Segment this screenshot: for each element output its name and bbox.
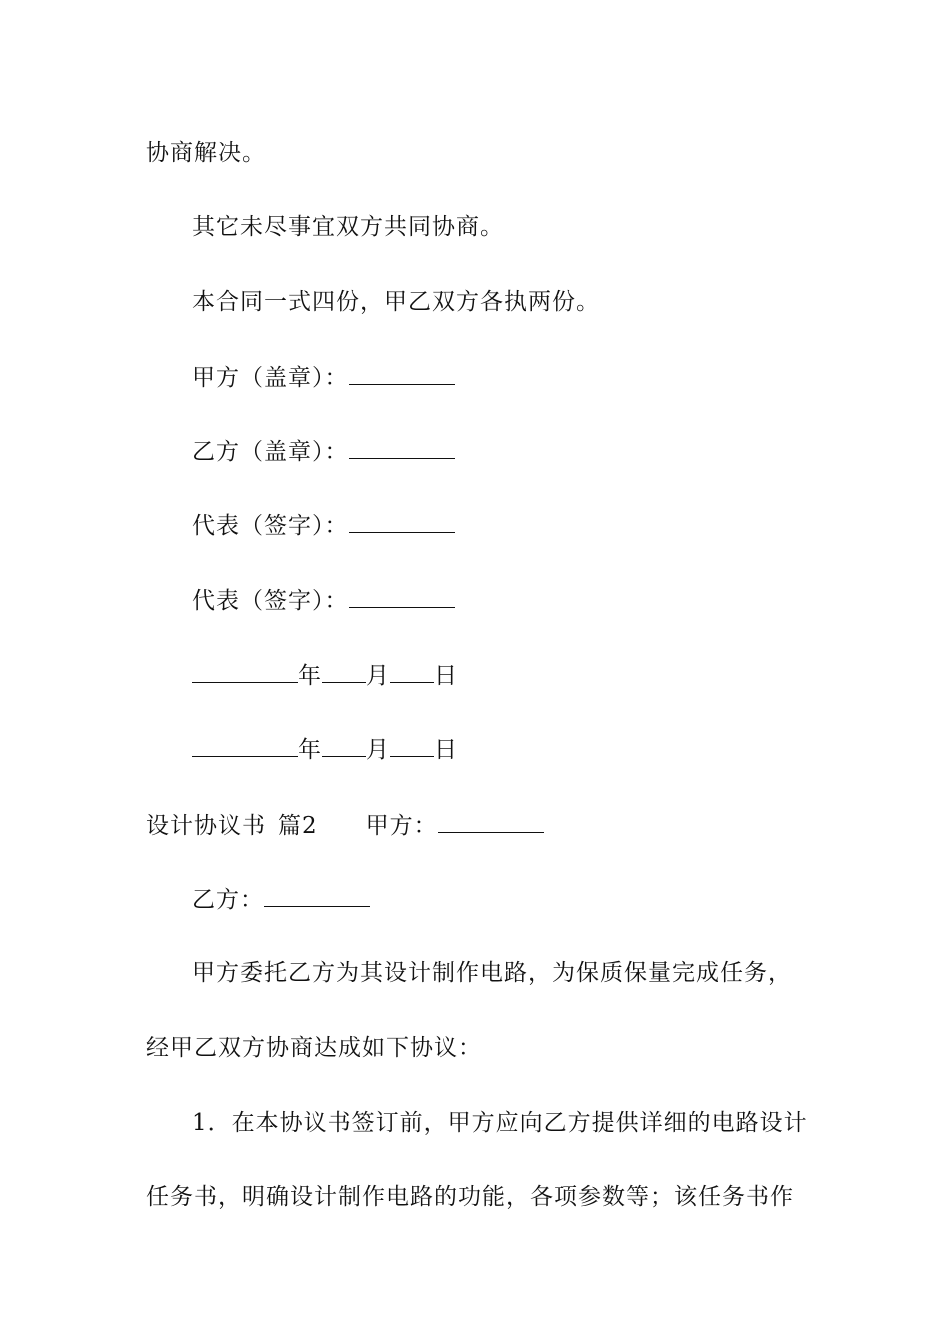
label-party-a-seal: 甲方（盖章）：: [192, 365, 349, 391]
text-line: 甲方委托乙方为其设计制作电路，为保质保量完成任务，: [192, 960, 792, 986]
text-line: 任务书，明确设计制作电路的功能，各项参数等；该任务书作: [146, 1184, 794, 1210]
text-line: 其它未尽事宜双方共同协商。: [192, 214, 504, 240]
signature-line-party-b: [192, 436, 455, 467]
label-representative: 代表（签字）：: [192, 588, 349, 614]
label-party-b-seal: 乙方（盖章）：: [192, 439, 349, 465]
date-day-label: 日: [434, 737, 458, 763]
signature-line-rep-1: [192, 510, 455, 541]
date-month-label: 月: [366, 737, 390, 763]
fill-blank: [438, 810, 544, 833]
fill-blank: [322, 734, 366, 757]
fill-blank: [349, 362, 455, 385]
signature-line-rep-2: [192, 585, 455, 616]
fill-blank: [390, 660, 434, 683]
text-line: 1．在本协议书签订前，甲方应向乙方提供详细的电路设计: [192, 1110, 808, 1136]
fill-blank: [192, 660, 298, 683]
party-b-line: [192, 884, 370, 915]
text-line: 经甲乙双方协商达成如下协议：: [146, 1035, 482, 1061]
text-line: 本合同一式四份，甲乙双方各执两份。: [192, 289, 600, 315]
label-party-b: 乙方：: [192, 887, 264, 913]
fill-blank: [390, 734, 434, 757]
fill-blank: [349, 436, 455, 459]
signature-line-party-a: [192, 362, 455, 393]
section-title: 设计协议书: [146, 813, 266, 839]
fill-blank: [349, 585, 455, 608]
date-line-1: [192, 660, 458, 691]
label-representative: 代表（签字）：: [192, 513, 349, 539]
label-party-a: 甲方：: [365, 813, 438, 839]
date-year-label: 年: [298, 663, 322, 689]
date-day-label: 日: [434, 663, 458, 689]
fill-blank: [192, 734, 298, 757]
date-line-2: [192, 734, 458, 765]
section-heading-line: [146, 810, 544, 841]
text-line: 协商解决。: [146, 140, 266, 166]
section-part: 篇2: [278, 813, 318, 839]
date-year-label: 年: [298, 737, 322, 763]
fill-blank: [322, 660, 366, 683]
fill-blank: [349, 510, 455, 533]
date-month-label: 月: [366, 663, 390, 689]
fill-blank: [264, 884, 370, 907]
